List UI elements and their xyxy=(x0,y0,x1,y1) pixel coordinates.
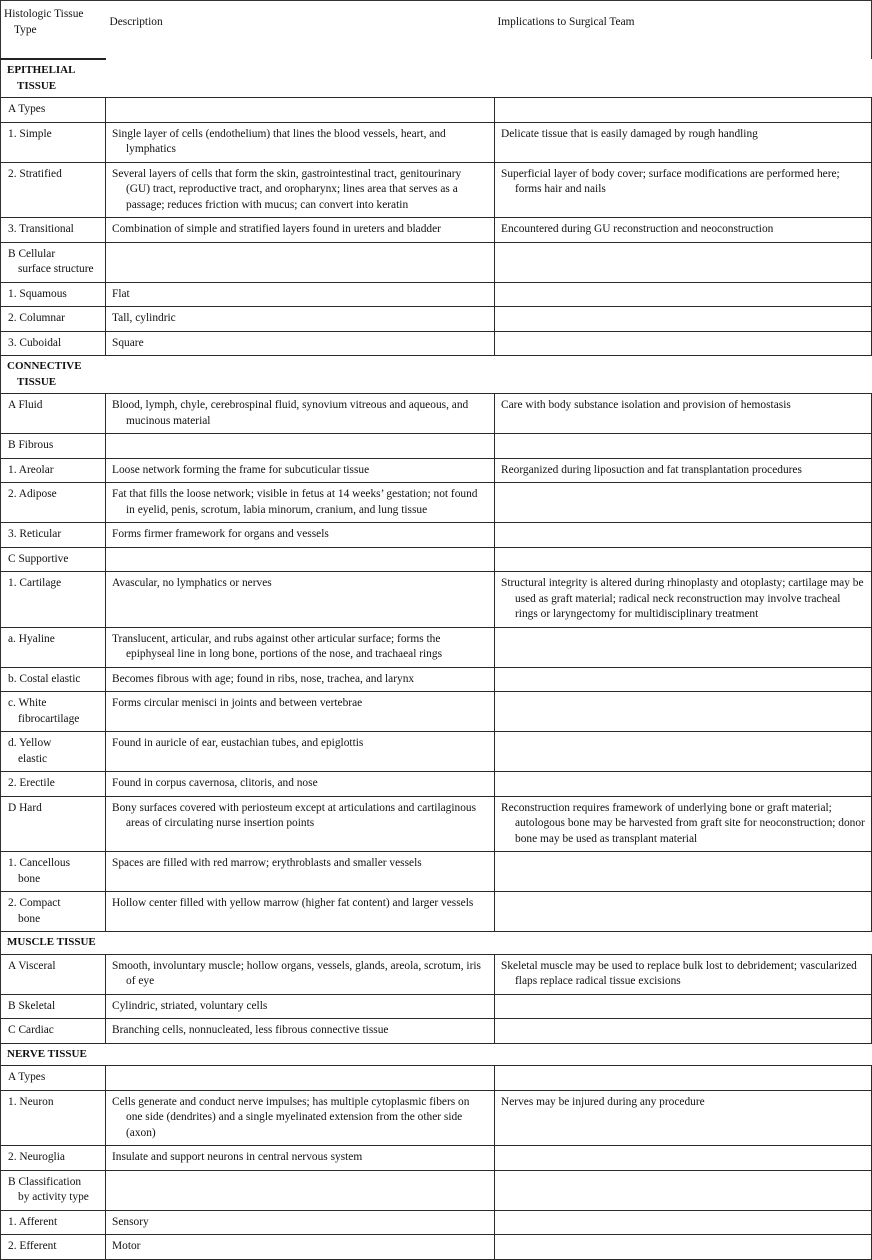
implications-cell: Delicate tissue that is easily damaged by rough handling xyxy=(495,122,872,162)
table-row xyxy=(1,627,872,667)
tissue-type-label: 2. Erectile xyxy=(8,777,55,789)
implications-cell xyxy=(495,732,872,772)
tissue-type-cell xyxy=(1,954,106,994)
tissue-type-cell xyxy=(1,1019,106,1044)
description-cell: Hollow center filled with yellow marrow (higher fat content) and larger vessels xyxy=(106,892,495,932)
tissue-type-cell xyxy=(1,547,106,572)
section-header-row xyxy=(1,59,872,98)
tissue-type-label: 1. Areolar xyxy=(8,463,54,476)
table-row xyxy=(1,1066,872,1091)
tissue-type-label: B Skeletal xyxy=(8,999,56,1012)
table-row xyxy=(1,98,872,123)
section-title-line1: MUSCLE TISSUE xyxy=(7,936,96,948)
description-cell: Branching cells, nonnucleated, less fibrous connective tissue xyxy=(106,1019,495,1044)
table-row xyxy=(1,282,872,307)
tissue-type-label: 1. Cancellous xyxy=(8,857,71,869)
section-title xyxy=(1,1043,872,1066)
tissue-type-cell xyxy=(1,796,106,852)
implications-cell xyxy=(495,98,872,123)
description-cell: Loose network forming the frame for subcuticular tissue xyxy=(106,458,495,483)
description-cell: Found in corpus cavernosa, clitoris, and nose xyxy=(106,772,495,797)
table-row xyxy=(1,1170,872,1210)
description-cell: Cells generate and conduct nerve impulses; has multiple cytoplasmic fibers on one side (dendrites) and a single myelinated extension from the other side (axon) xyxy=(106,1090,495,1146)
description-cell: Forms circular menisci in joints and between vertebrae xyxy=(106,692,495,732)
tissue-type-label: b. Costal elastic xyxy=(8,672,81,685)
section-spacer xyxy=(106,59,872,98)
description-cell: Motor xyxy=(106,1235,495,1260)
tissue-type-label: A Types xyxy=(8,103,46,115)
table-row xyxy=(1,1235,872,1260)
table-row xyxy=(1,523,872,548)
tissue-type-label-cont: bone xyxy=(18,912,41,925)
tissue-type-cell xyxy=(1,307,106,332)
implications-cell xyxy=(495,331,872,356)
description-cell xyxy=(106,1066,495,1091)
header-tissue-type-line1: Histologic Tissue xyxy=(4,8,84,20)
table-row xyxy=(1,122,872,162)
description-cell xyxy=(106,98,495,123)
tissue-type-label: 3. Transitional xyxy=(8,223,74,235)
implications-cell xyxy=(495,1066,872,1091)
description-cell xyxy=(106,434,495,459)
tissue-type-label: 2. Adipose xyxy=(8,488,57,500)
section-header-row xyxy=(1,932,872,955)
description-cell: Forms firmer framework for organs and vessels xyxy=(106,523,495,548)
header-tissue-type-line2: Type xyxy=(14,23,37,36)
table-row xyxy=(1,852,872,892)
implications-cell xyxy=(495,483,872,523)
tissue-type-label: 1. Simple xyxy=(8,127,52,140)
section-title xyxy=(1,356,106,394)
section-header-row xyxy=(1,356,872,394)
implications-cell xyxy=(495,772,872,797)
section-title-line1: NERVE TISSUE xyxy=(7,1047,87,1060)
tissue-type-cell xyxy=(1,692,106,732)
implications-cell xyxy=(495,307,872,332)
header-tissue-type xyxy=(1,1,106,60)
table-row xyxy=(1,772,872,797)
tissue-type-label: A Visceral xyxy=(8,959,56,972)
tissue-type-cell xyxy=(1,732,106,772)
tissue-type-cell xyxy=(1,458,106,483)
tissue-type-label: C Cardiac xyxy=(8,1024,54,1036)
tissue-type-label-cont: surface structure xyxy=(18,263,94,275)
tissue-type-label: d. Yellow xyxy=(8,737,52,749)
table-row xyxy=(1,732,872,772)
description-cell: Blood, lymph, chyle, cerebrospinal fluid, synovium vitreous and aqueous, and mucinous material xyxy=(106,394,495,434)
implications-cell xyxy=(495,1235,872,1260)
description-cell: Bony surfaces covered with periosteum except at articulations and cartilaginous areas of circulating nurse insertion points xyxy=(106,796,495,852)
tissue-type-label: B Cellular xyxy=(8,247,56,260)
tissue-type-cell xyxy=(1,1146,106,1171)
description-cell: Sensory xyxy=(106,1210,495,1235)
implications-cell xyxy=(495,523,872,548)
tissue-type-cell xyxy=(1,1066,106,1091)
description-cell: Smooth, involuntary muscle; hollow organs, vessels, glands, areola, scrotum, iris of eye xyxy=(106,954,495,994)
tissue-type-label: 2. Neuroglia xyxy=(8,1151,65,1163)
tissue-type-label: 2. Stratified xyxy=(8,167,62,180)
tissue-type-label: 1. Neuron xyxy=(8,1095,54,1108)
description-cell: Insulate and support neurons in central nervous system xyxy=(106,1146,495,1171)
tissue-type-cell xyxy=(1,852,106,892)
tissue-type-label: 3. Cuboidal xyxy=(8,336,62,349)
description-cell xyxy=(106,242,495,282)
tissue-type-cell xyxy=(1,162,106,218)
implications-cell xyxy=(495,1019,872,1044)
table-header-row xyxy=(1,1,872,60)
table-row xyxy=(1,954,872,994)
implications-cell xyxy=(495,434,872,459)
header-implications: Implications to Surgical Team xyxy=(495,1,872,60)
tissue-type-cell xyxy=(1,1210,106,1235)
tissue-type-cell xyxy=(1,394,106,434)
description-cell: Found in auricle of ear, eustachian tubes, and epiglottis xyxy=(106,732,495,772)
description-cell: Several layers of cells that form the skin, gastrointestinal tract, genitourinary (GU) tract, reproductive tract, and oropharynx; lines area that serves as a passage; reduces friction with mucus; can convert into keratin xyxy=(106,162,495,218)
table-row xyxy=(1,307,872,332)
implications-cell xyxy=(495,282,872,307)
description-cell: Avascular, no lymphatics or nerves xyxy=(106,572,495,628)
implications-cell xyxy=(495,1210,872,1235)
table-row xyxy=(1,434,872,459)
description-cell: Combination of simple and stratified layers found in ureters and bladder xyxy=(106,218,495,243)
implications-cell: Encountered during GU reconstruction and neoconstruction xyxy=(495,218,872,243)
tissue-type-label: B Fibrous xyxy=(8,439,54,451)
tissue-type-cell xyxy=(1,282,106,307)
tissue-type-cell xyxy=(1,98,106,123)
table-row xyxy=(1,394,872,434)
tissue-type-label: A Types xyxy=(8,1071,46,1083)
table-row xyxy=(1,1210,872,1235)
implications-cell: Nerves may be injured during any procedure xyxy=(495,1090,872,1146)
table-row xyxy=(1,483,872,523)
tissue-type-label: B Classification xyxy=(8,1175,82,1188)
description-cell: Spaces are filled with red marrow; erythroblasts and smaller vessels xyxy=(106,852,495,892)
tissue-type-label: 2. Compact xyxy=(8,897,61,909)
table-row xyxy=(1,1146,872,1171)
tissue-type-cell xyxy=(1,331,106,356)
table-row xyxy=(1,162,872,218)
table-row xyxy=(1,1090,872,1146)
implications-cell xyxy=(495,852,872,892)
implications-cell: Reconstruction requires framework of underlying bone or graft material; autologous bone may be harvested from graft site for neoconstruction; donor bone may be used as transplant material xyxy=(495,796,872,852)
table-row xyxy=(1,994,872,1019)
description-cell: Square xyxy=(106,331,495,356)
implications-cell xyxy=(495,627,872,667)
table-row xyxy=(1,667,872,692)
tissue-type-label-cont: fibrocartilage xyxy=(18,712,80,725)
tissue-type-label-cont: by activity type xyxy=(18,1191,89,1203)
implications-cell: Care with body substance isolation and provision of hemostasis xyxy=(495,394,872,434)
header-description: Description xyxy=(106,1,495,60)
tissue-type-label: a. Hyaline xyxy=(8,632,55,645)
tissue-type-label: C Supportive xyxy=(8,552,69,565)
table-row xyxy=(1,242,872,282)
tissue-type-cell xyxy=(1,994,106,1019)
implications-cell xyxy=(495,242,872,282)
description-cell: Flat xyxy=(106,282,495,307)
section-title-line1: CONNECTIVE xyxy=(7,360,82,372)
implications-cell: Reorganized during liposuction and fat transplantation procedures xyxy=(495,458,872,483)
tissue-type-label: A Fluid xyxy=(8,399,43,411)
tissue-type-cell xyxy=(1,242,106,282)
implications-cell xyxy=(495,667,872,692)
description-cell: Becomes fibrous with age; found in ribs, nose, trachea, and larynx xyxy=(106,667,495,692)
implications-cell: Skeletal muscle may be used to replace bulk lost to debridement; vascularized flaps replace radical tissue excisions xyxy=(495,954,872,994)
section-title-line2: TISSUE xyxy=(17,79,57,92)
tissue-type-cell xyxy=(1,1170,106,1210)
section-header-row xyxy=(1,1043,872,1066)
table-row xyxy=(1,692,872,732)
tissue-type-label: 1. Cartilage xyxy=(8,577,62,589)
tissue-type-label: 2. Columnar xyxy=(8,312,65,324)
tissue-type-label: c. White xyxy=(8,697,47,709)
tissue-type-cell xyxy=(1,892,106,932)
implications-cell xyxy=(495,892,872,932)
description-cell: Cylindric, striated, voluntary cells xyxy=(106,994,495,1019)
tissue-type-cell xyxy=(1,434,106,459)
description-cell xyxy=(106,547,495,572)
implications-cell xyxy=(495,547,872,572)
tissue-type-label-cont: elastic xyxy=(18,752,48,765)
tissue-type-cell xyxy=(1,627,106,667)
section-title-line2: TISSUE xyxy=(17,375,57,388)
tissue-type-cell xyxy=(1,483,106,523)
implications-cell xyxy=(495,1146,872,1171)
implications-cell: Superficial layer of body cover; surface modifications are performed here; forms hair and nails xyxy=(495,162,872,218)
description-cell: Single layer of cells (endothelium) that lines the blood vessels, heart, and lymphatics xyxy=(106,122,495,162)
implications-cell xyxy=(495,1170,872,1210)
tissue-type-cell xyxy=(1,1235,106,1260)
tissue-type-label: 1. Squamous xyxy=(8,287,67,300)
tissue-type-cell xyxy=(1,122,106,162)
table-row xyxy=(1,547,872,572)
section-title xyxy=(1,59,106,98)
tissue-type-cell xyxy=(1,667,106,692)
tissue-type-label: 1. Afferent xyxy=(8,1215,58,1228)
implications-cell: Structural integrity is altered during rhinoplasty and otoplasty; cartilage may be used as graft material; radical neck reconstruction may involve tracheal rings or laryngectomy for multidisciplinary treatment xyxy=(495,572,872,628)
table-row xyxy=(1,1019,872,1044)
table-row xyxy=(1,331,872,356)
tissue-type-cell xyxy=(1,218,106,243)
description-cell xyxy=(106,1170,495,1210)
table-row xyxy=(1,218,872,243)
table-body xyxy=(1,59,872,1259)
tissue-type-label: 2. Efferent xyxy=(8,1240,57,1252)
section-spacer xyxy=(106,356,872,394)
tissue-type-cell xyxy=(1,523,106,548)
table-row xyxy=(1,796,872,852)
section-title xyxy=(1,932,872,955)
description-cell: Tall, cylindric xyxy=(106,307,495,332)
tissue-type-cell xyxy=(1,772,106,797)
table-row xyxy=(1,892,872,932)
section-title-line1: EPITHELIAL xyxy=(7,64,76,76)
implications-cell xyxy=(495,994,872,1019)
implications-cell xyxy=(495,692,872,732)
table-row xyxy=(1,458,872,483)
description-cell: Translucent, articular, and rubs against other articular surface; forms the epiphyseal line in long bone, portions of the nose, and trachaeal rings xyxy=(106,627,495,667)
tissue-type-label: 3. Reticular xyxy=(8,528,62,540)
table-row xyxy=(1,572,872,628)
tissue-type-cell xyxy=(1,1090,106,1146)
tissue-type-label-cont: bone xyxy=(18,872,41,885)
description-cell: Fat that fills the loose network; visible in fetus at 14 weeks’ gestation; not found in eyelid, penis, scrotum, labia minorum, cranium, and lung tissue xyxy=(106,483,495,523)
tissue-type-cell xyxy=(1,572,106,628)
tissue-type-label: D Hard xyxy=(8,801,42,814)
